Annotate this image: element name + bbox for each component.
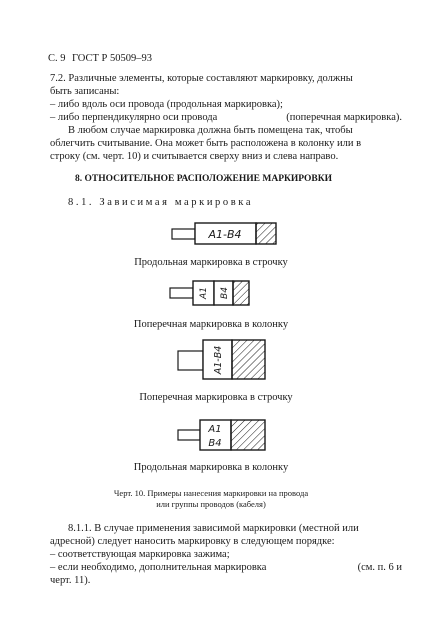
marking-text-1: A1-B4: [208, 228, 242, 241]
marking-text-2a: A1: [199, 287, 209, 299]
para-811-line-1: 8.1.1. В случае применения зависимой маркировки (местной или: [68, 523, 359, 534]
figure-caption-3: Поперечная маркировка в строчку: [139, 392, 293, 403]
intro-line-4b: (поперечная маркировка).: [286, 112, 402, 123]
drawing-caption-line-1: Черт. 10. Примеры нанесения маркировки на провода: [113, 488, 309, 498]
figure-caption-4: Продольная маркировка в колонку: [133, 462, 289, 473]
intro-line-1: 7.2. Различные элементы, которые составляют маркировку, должны: [50, 73, 353, 84]
figure-caption-1: Продольная маркировка в строчку: [134, 257, 288, 268]
section-heading: 8. ОТНОСИТЕЛЬНОЕ РАСПОЛОЖЕНИЕ МАРКИРОВКИ: [75, 174, 333, 184]
marking-text-4a: A1: [208, 424, 222, 435]
para-811-line-4a: – если необходимо, дополнительная маркировка: [50, 562, 267, 573]
drawing-caption-line-2: или группы проводов (кабеля): [156, 499, 266, 509]
para-811-line-2: адресной) следует наносить маркировку в следующем порядке:: [50, 536, 335, 547]
intro-line-7: строку (см. черт. 10) и считывается сверху вниз и слева направо.: [50, 151, 339, 162]
standard-id: ГОСТ Р 50509–93: [72, 53, 153, 64]
para-811-line-3: – соответствующая маркировка зажима;: [50, 549, 230, 560]
marking-text-2b: B4: [220, 287, 230, 299]
page-number: С. 9: [48, 53, 66, 64]
wire-figure-3: [178, 340, 265, 379]
intro-line-2: быть записаны:: [50, 86, 120, 97]
intro-line-6: облегчить считывание. Она может быть расположена в колонку или в: [50, 138, 362, 149]
intro-line-5: В любом случае маркировка должна быть помещена так, чтобы: [68, 125, 353, 136]
figure-caption-2: Поперечная маркировка в колонку: [133, 319, 289, 330]
marking-text-4b: B4: [208, 438, 222, 449]
wire-figure-1: [172, 223, 276, 244]
para-811-line-4: [50, 561, 402, 574]
intro-line-3: – либо вдоль оси провода (продольная маркировка);: [50, 99, 283, 110]
intro-line-4a: – либо перпендикулярно оси провода: [50, 112, 218, 123]
para-811-line-4b: (см. п. 6 и: [357, 562, 402, 573]
wire-figure-2: [170, 281, 249, 305]
marking-text-3: A1-B4: [213, 345, 224, 375]
subsection-heading: 8.1. Зависимая маркировка: [68, 197, 254, 208]
para-811-line-5: черт. 11).: [50, 575, 91, 586]
wire-figure-4: [178, 420, 265, 450]
